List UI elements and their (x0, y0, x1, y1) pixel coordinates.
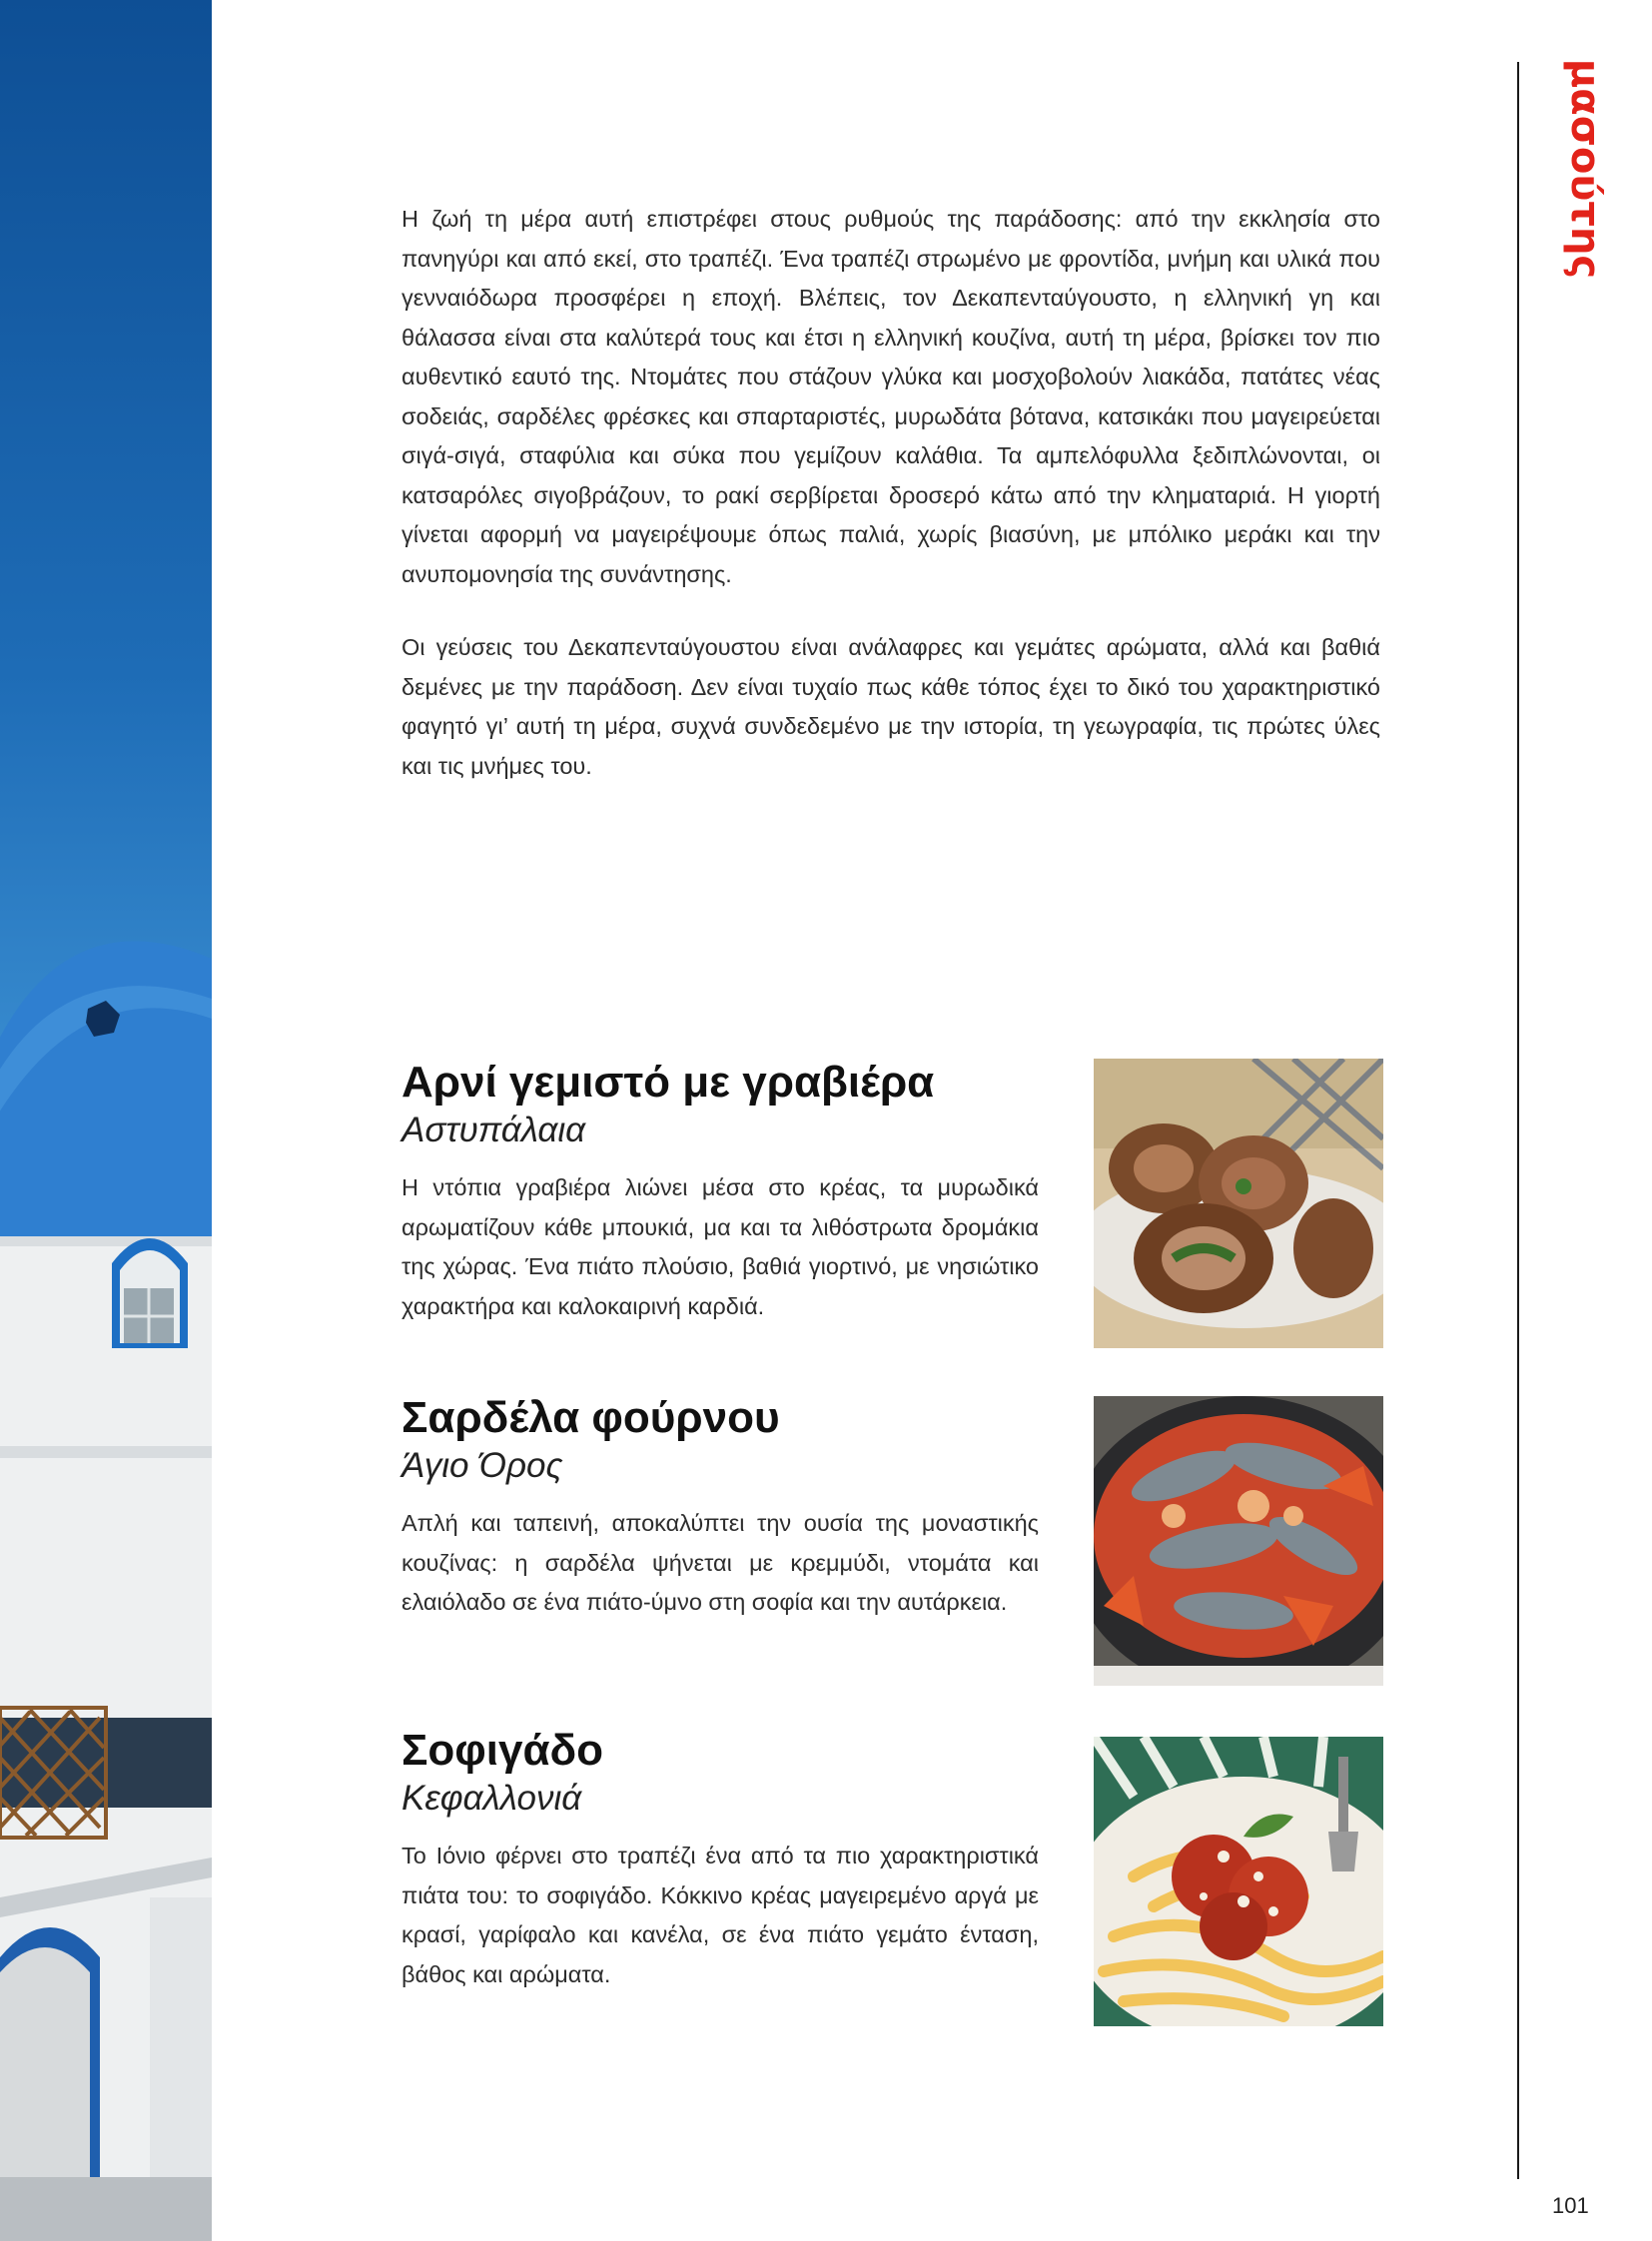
sardine-dish-photo (1094, 1396, 1383, 1686)
intro-text (402, 200, 1380, 820)
recipe-description: Απλή και ταπεινή, αποκαλύπτει την ουσία της μοναστικής κουζίνας: η σαρδέλα ψήνεται με κρεμμύδι, ντομάτα και ελαιόλαδο σε ένα πιάτο-ύμνο στη σοφία και την αυτάρκεια. (402, 1510, 1039, 1615)
margin-rule (1517, 62, 1519, 2179)
intro-paragraph: Η ζωή τη μέρα αυτή επιστρέφει στους ρυθμούς της παράδοσης: από την εκκλησία στο πανηγύρι και από εκεί, στο τραπέζι. Ένα τραπέζι στρωμένο με φροντίδα, μνήμη και υλικά που γενναιόδωρα προσφέρει η εποχή. Βλέπεις, τον Δεκαπενταύγουστο, η ελληνική γη και θάλασσα είναι στα καλύτερά τους και έτσι η ελληνική κουζίνα, αυτή τη μέρα, βρίσκει τον πιο αυθεντικό εαυτό της. Ντομάτες που στάζουν γλύκα και μοσχοβολούν λιακάδα, πατάτες νέας σοδειάς, σαρδέλες φρέσκες και σπαρταριστές, μυρωδάτα βότανα, κατσικάκι που μαγειρεύεται σιγά-σιγά, σταφύλια και σύκα που γεμίζουν καλάθια. Τα αμπελόφυλλα ξεδιπλώνονται, οι κατσαρόλες σιγοβράζουν, το ρακί σερβίρεται δροσερό κάτω από την κληματαριά. Η γιορτή γίνεται αφορμή να μαγειρέψουμε όπως παλιά, χωρίς βιασύνη, με μπόλικο μεράκι και την ανυπομονησία της συνάντησης. (402, 206, 1380, 587)
page-number: 101 (1552, 2193, 1589, 2218)
recipe-title: Αρνί γεμιστό με γραβιέρα (402, 1058, 935, 1107)
recipe-card (402, 1057, 1400, 1326)
recipe-region: Κεφαλλονιά (402, 1779, 582, 1818)
recipe-title: Σοφιγάδο (402, 1726, 604, 1775)
sofigado-dish-photo (1094, 1737, 1383, 2026)
recipe-region: Άγιο Όρος (402, 1446, 563, 1485)
recipe-description: Η ντόπια γραβιέρα λιώνει μέσα στο κρέας, τα μυρωδικά αρωματίζουν κάθε μπουκιά, μα και τα λιθόστρωτα δρομάκια της χώρας. Ένα πιάτο πλούσιο, βαθιά γιορτινό, με νησιώτικο χαρακτήρα και καλοκαιρινή καρδιά. (402, 1174, 1039, 1319)
lamb-dish-photo (1094, 1059, 1383, 1348)
church-photo (0, 0, 212, 2241)
recipe-card (402, 1725, 1400, 1994)
recipe-description: Το Ιόνιο φέρνει στο τραπέζι ένα από τα πιο χαρακτηριστικά πιάτα του: το σοφιγάδο. Κόκκινο κρέας μαγειρεμένο αργά με κρασί, γαρίφαλο και κανέλα, σε ένα πιάτο γεμάτο ένταση, βάθος και αρώματα. (402, 1843, 1039, 1987)
recipe-card (402, 1392, 1400, 1623)
brand-wordmark: μασούτης (1562, 58, 1608, 280)
intro-paragraph: Οι γεύσεις του Δεκαπενταύγουστου είναι ανάλαφρες και γεμάτες αρώματα, αλλά και βαθιά δεμένες με την παράδοση. Δεν είναι τυχαίο πως κάθε τόπος έχει το δικό του χαρακτηριστικό φαγητό γι’ αυτή τη μέρα, συχνά συνδεδεμένο με την ιστορία, τη γεωγραφία, τις πρώτες ύλες και τις μνήμες του. (402, 634, 1380, 779)
recipe-title: Σαρδέλα φούρνου (402, 1393, 780, 1442)
brand-logo (1546, 58, 1624, 280)
recipe-region: Αστυπάλαια (402, 1111, 586, 1149)
